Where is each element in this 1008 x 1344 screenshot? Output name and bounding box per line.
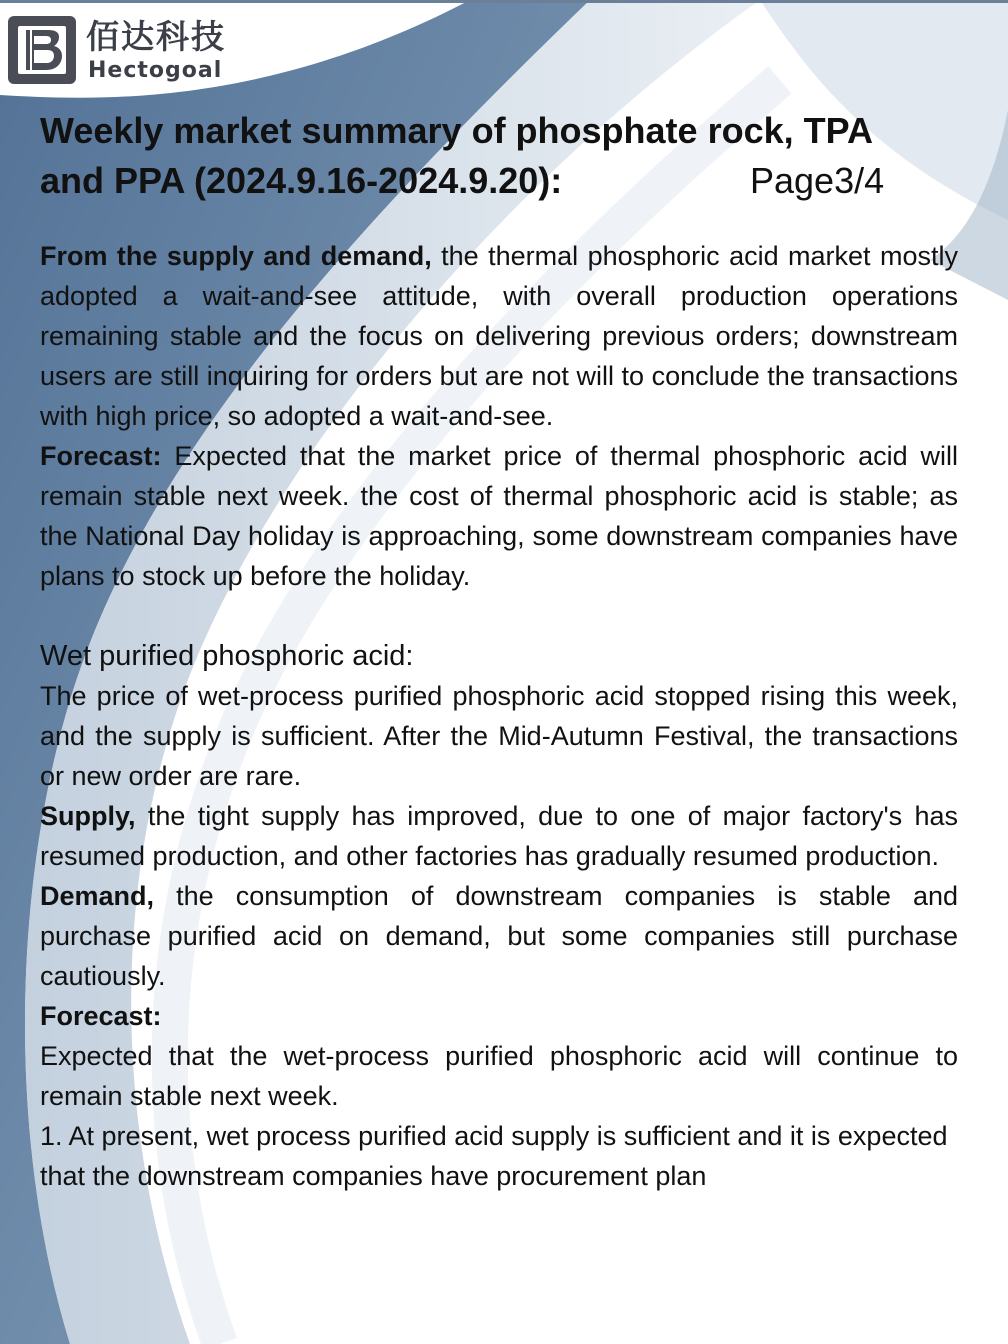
tpa-forecast-paragraph: [40, 436, 958, 596]
forecast-point-1: 1. At present, wet process purified acid supply is sufficient and it is expected that the downstream companies have procurement plan: [40, 1121, 948, 1191]
supply-lead: Supply,: [40, 801, 136, 831]
supply-paragraph: [40, 796, 958, 876]
tpa-forecast-lead: Forecast:: [40, 441, 162, 471]
page-number: Page3/4: [750, 160, 885, 201]
demand-text: the consumption of downstream companies is stable and purchase purified acid on demand, but some companies still purchase cautiously.: [40, 881, 958, 991]
tpa-forecast-text: Expected that the market price of thermal phosphoric acid will remain stable next week. the cost of thermal phosphoric acid is stable; as the National Day holiday is approaching, some downstream companies have plans to stock up before the holiday.: [40, 441, 958, 591]
ppa-forecast-text: Expected that the wet-process purified phosphoric acid will continue to remain stable next week.: [40, 1041, 958, 1111]
supply-demand-text: the thermal phosphoric acid market mostly adopted a wait-and-see attitude, with overall production operations remaining stable and the focus on delivering previous orders; downstream users are still inquiring for orders but are not will to conclude the transactions with high price, so adopted a wait-and-see.: [40, 241, 958, 431]
section-spacer: [40, 596, 958, 636]
title-text: Weekly market summary of phosphate rock, TPA and PPA (2024.9.16-2024.9.20):: [40, 110, 872, 201]
supply-demand-lead: From the supply and demand,: [40, 241, 432, 271]
wet-acid-heading: Wet purified phosphoric acid:: [40, 640, 414, 672]
top-border-line: [0, 0, 1008, 3]
company-logo: [8, 16, 248, 88]
supply-text: the tight supply has improved, due to one of major factory's has resumed production, and other factories has gradually resumed production.: [40, 801, 958, 871]
demand-paragraph: [40, 876, 958, 996]
logo-english-name: Hectogoal: [88, 58, 223, 83]
supply-demand-paragraph: [40, 236, 958, 436]
ppa-forecast-heading: [40, 996, 958, 1036]
ppa-forecast-lead: Forecast:: [40, 1001, 162, 1031]
demand-lead: Demand,: [40, 881, 155, 911]
wet-acid-intro: The price of wet-process purified phosphoric acid stopped rising this week, and the supply is sufficient. After the Mid-Autumn Festival, the transactions or new order are rare.: [40, 681, 958, 791]
logo-b-icon: [8, 16, 76, 84]
logo-chinese-name: 佰达科技: [86, 17, 226, 56]
page-title: [40, 106, 940, 206]
report-body: [40, 236, 958, 1196]
